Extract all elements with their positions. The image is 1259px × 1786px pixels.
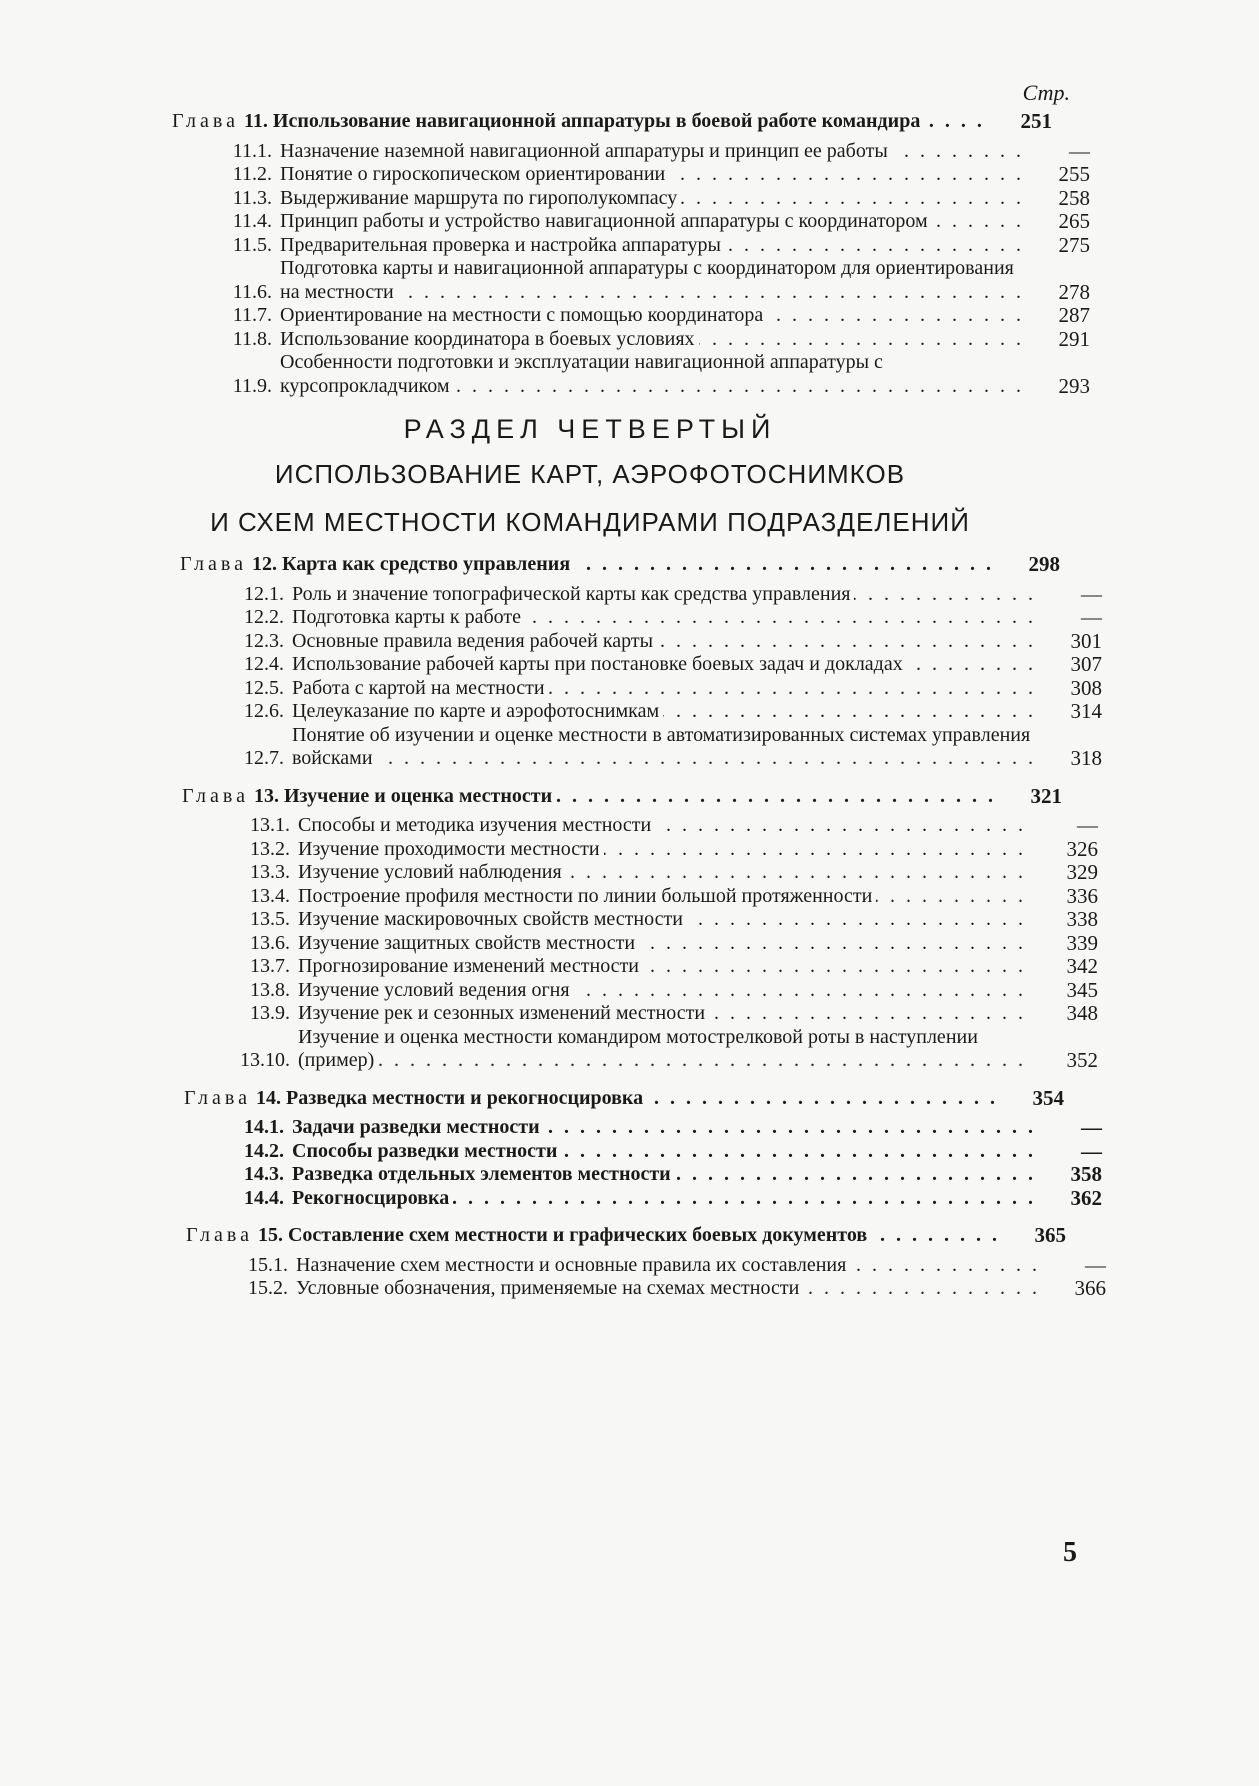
toc-item bbox=[0, 163, 1259, 187]
item-text: Рекогносцировка bbox=[292, 1187, 453, 1209]
toc-item bbox=[0, 210, 1259, 234]
toc-item bbox=[0, 187, 1259, 211]
item-number: 11.9. bbox=[232, 374, 272, 397]
chapter-page: 365 bbox=[1034, 1223, 1066, 1247]
chapter-12-block bbox=[0, 553, 1259, 771]
section-subtitle-line-1: ИСПОЛЬЗОВАНИЕ КАРТ, АЭРОФОТОСНИМКОВ bbox=[274, 459, 906, 489]
page-column-header: Стр. bbox=[1022, 80, 1070, 105]
chapter-11-heading bbox=[0, 110, 1259, 134]
toc-item bbox=[0, 885, 1259, 909]
item-page: 308 bbox=[1070, 675, 1102, 700]
item-page: 255 bbox=[1058, 162, 1090, 186]
item-text: Назначение схем местности и основные правила их составления bbox=[296, 1254, 850, 1276]
item-number: 12.1. bbox=[244, 582, 284, 605]
toc-item bbox=[0, 861, 1259, 885]
item-text: Целеуказание по карте и аэрофотоснимкам bbox=[292, 700, 663, 722]
item-page: 326 bbox=[1066, 836, 1098, 861]
item-number: 11.7. bbox=[232, 304, 272, 326]
item-page: 338 bbox=[1066, 907, 1098, 931]
chapter-number: 11. bbox=[243, 110, 268, 132]
item-page: 293 bbox=[1058, 373, 1090, 398]
item-text: Изучение условий наблюдения bbox=[298, 861, 566, 883]
item-number: 15.1. bbox=[248, 1253, 288, 1276]
item-page: 339 bbox=[1066, 930, 1098, 955]
item-text: Принцип работы и устройство навигационной аппаратуры с координатором bbox=[280, 210, 932, 232]
toc-item bbox=[0, 1026, 1259, 1073]
item-number: 11.4. bbox=[232, 210, 272, 232]
chapter-title: Использование навигационной аппаратуры в боевой работе командира bbox=[273, 110, 924, 132]
toc-item bbox=[0, 700, 1259, 724]
item-text: Изучение защитных свойств местности bbox=[298, 932, 639, 954]
item-text: Ориентирование на местности с помощью координатора bbox=[280, 304, 767, 326]
chapter-label: Глава bbox=[184, 1086, 251, 1109]
item-number: 14.1. bbox=[244, 1116, 284, 1138]
item-number: 12.2. bbox=[244, 606, 284, 628]
toc-item bbox=[0, 838, 1259, 862]
toc-item bbox=[0, 630, 1259, 654]
page-number: 5 bbox=[1063, 1537, 1077, 1568]
chapter-label: Глава bbox=[172, 110, 239, 132]
item-number: 14.4. bbox=[244, 1186, 284, 1209]
toc-item bbox=[0, 1140, 1259, 1164]
item-page: 307 bbox=[1070, 652, 1102, 676]
item-text: Способы и методика изучения местности bbox=[298, 814, 655, 836]
item-text: Использование рабочей карты при постановке боевых задач и докладах bbox=[292, 653, 907, 675]
toc-item bbox=[0, 351, 1259, 398]
toc-item bbox=[0, 979, 1259, 1003]
toc-item bbox=[0, 932, 1259, 956]
toc-item bbox=[0, 677, 1259, 701]
item-text: Прогнозирование изменений местности bbox=[298, 955, 643, 977]
item-text: Основные правила ведения рабочей карты bbox=[292, 630, 657, 652]
chapter-number: 14. bbox=[255, 1086, 281, 1109]
item-text: Понятие об изучении и оценке местности в автоматизированных системах управления войсками bbox=[292, 723, 1031, 769]
item-page: 265 bbox=[1058, 209, 1090, 233]
toc-item bbox=[0, 908, 1259, 932]
toc-item bbox=[0, 1187, 1259, 1211]
item-page: 358 bbox=[1070, 1162, 1102, 1186]
chapter-title: Составление схем местности и графических боевых документов bbox=[288, 1224, 871, 1246]
item-text: Построение профиля местности по линии большой протяженности bbox=[298, 885, 876, 907]
item-number: 13.6. bbox=[250, 931, 290, 954]
item-text: Работа с картой на местности bbox=[292, 677, 549, 699]
chapter-number: 13. bbox=[253, 784, 279, 807]
item-page: — bbox=[1081, 605, 1102, 629]
toc-item bbox=[0, 1116, 1259, 1140]
item-number: 11.5. bbox=[232, 233, 272, 256]
item-number: 15.2. bbox=[248, 1277, 288, 1299]
item-page: 287 bbox=[1058, 303, 1090, 327]
item-page: 352 bbox=[1066, 1048, 1098, 1072]
item-page: — bbox=[1081, 581, 1102, 606]
item-text: Предварительная проверка и настройка аппаратуры bbox=[280, 234, 725, 256]
item-page: 366 bbox=[1074, 1276, 1106, 1300]
chapter-page: 298 bbox=[1028, 552, 1060, 576]
chapter-13-block bbox=[0, 785, 1259, 1073]
chapter-title: Разведка местности и рекогносцировка bbox=[286, 1087, 647, 1109]
item-text: Особенности подготовки и эксплуатации навигационной аппаратуры с курсопрокладчиком bbox=[280, 351, 883, 397]
toc-item bbox=[0, 304, 1259, 328]
item-text: Подготовка карты и навигационной аппаратуры с координатором для ориентирования на местности bbox=[280, 257, 1014, 303]
item-page: 348 bbox=[1066, 1001, 1098, 1025]
item-page: 275 bbox=[1058, 232, 1090, 257]
chapter-13-items bbox=[0, 814, 1259, 1073]
item-number: 13.2. bbox=[250, 837, 290, 860]
toc-item bbox=[0, 955, 1259, 979]
chapter-13-heading bbox=[0, 785, 1259, 809]
chapter-12-heading bbox=[0, 553, 1259, 577]
item-number: 13.3. bbox=[250, 861, 290, 883]
section-subtitle-line-2: И СХЕМ МЕСТНОСТИ КОМАНДИРАМИ ПОДРАЗДЕЛЕНИЙ bbox=[210, 507, 970, 537]
item-page: 291 bbox=[1058, 326, 1090, 351]
item-page: — bbox=[1081, 1115, 1102, 1139]
item-text: Назначение наземной навигационной аппаратуры и принцип ее работы bbox=[280, 140, 892, 162]
item-page: 258 bbox=[1058, 185, 1090, 210]
toc-item bbox=[0, 606, 1259, 630]
toc-item bbox=[0, 583, 1259, 607]
item-page: 318 bbox=[1070, 746, 1102, 770]
chapter-14-items bbox=[0, 1116, 1259, 1210]
item-text: Изучение маскировочных свойств местности bbox=[298, 908, 687, 930]
item-page: 314 bbox=[1070, 699, 1102, 723]
item-page: — bbox=[1085, 1252, 1106, 1277]
chapter-page: 251 bbox=[1020, 109, 1052, 133]
chapter-title: Карта как средство управления bbox=[282, 553, 574, 575]
item-number: 11.1. bbox=[232, 139, 272, 162]
item-page: — bbox=[1081, 1138, 1102, 1163]
chapter-title: Изучение и оценка местности bbox=[284, 785, 556, 807]
item-number: 12.3. bbox=[244, 629, 284, 652]
item-number: 13.7. bbox=[250, 955, 290, 977]
item-text: Изучение условий ведения огня bbox=[298, 979, 574, 1001]
chapter-14-heading bbox=[0, 1087, 1259, 1111]
toc-item bbox=[0, 724, 1259, 771]
toc-item bbox=[0, 1163, 1259, 1187]
item-number: 12.4. bbox=[244, 653, 284, 675]
item-number: 13.4. bbox=[250, 884, 290, 907]
item-page: — bbox=[1077, 813, 1098, 837]
toc-item bbox=[0, 814, 1259, 838]
item-text: Задачи разведки местности bbox=[292, 1116, 544, 1138]
item-number: 11.3. bbox=[232, 186, 272, 209]
chapter-number: 15. bbox=[257, 1224, 283, 1246]
item-text: Выдерживание маршрута по гирополукомпасу bbox=[280, 187, 681, 209]
toc-item bbox=[0, 257, 1259, 304]
chapter-15-heading bbox=[0, 1224, 1259, 1248]
item-number: 11.8. bbox=[232, 327, 272, 350]
item-number: 12.5. bbox=[244, 676, 284, 699]
item-page: 336 bbox=[1066, 883, 1098, 908]
toc-item bbox=[0, 140, 1259, 164]
item-text: Условные обозначения, применяемые на схемах местности bbox=[296, 1277, 803, 1299]
chapter-15-block bbox=[0, 1224, 1259, 1301]
chapter-page: 321 bbox=[1030, 783, 1062, 808]
item-text: Роль и значение топографической карты как средства управления bbox=[292, 583, 854, 605]
item-number: 13.5. bbox=[250, 908, 290, 930]
item-page: 329 bbox=[1066, 860, 1098, 884]
item-text: Изучение проходимости местности bbox=[298, 838, 604, 860]
toc-item bbox=[0, 653, 1259, 677]
item-number: 11.2. bbox=[232, 163, 272, 185]
chapter-page: 354 bbox=[1032, 1085, 1064, 1110]
item-number: 13.9. bbox=[250, 1002, 290, 1024]
toc-item bbox=[0, 1254, 1259, 1278]
item-text: Способы разведки местности bbox=[292, 1140, 561, 1162]
chapter-label: Глава bbox=[182, 784, 249, 807]
item-page: 342 bbox=[1066, 954, 1098, 978]
item-number: 14.2. bbox=[244, 1139, 284, 1162]
item-text: Изучение и оценка местности командиром мотострелковой роты в наступлении (пример) bbox=[298, 1025, 978, 1071]
item-page: 345 bbox=[1066, 977, 1098, 1002]
item-text: Понятие о гироскопическом ориентировании bbox=[280, 163, 669, 185]
item-page: 301 bbox=[1070, 628, 1102, 653]
item-text: Разведка отдельных элементов местности bbox=[292, 1163, 675, 1185]
section-title: РАЗДЕЛ ЧЕТВЕРТЫЙ bbox=[403, 414, 777, 444]
item-number: 12.6. bbox=[244, 700, 284, 722]
chapter-14-block bbox=[0, 1087, 1259, 1211]
chapter-number: 12. bbox=[251, 553, 277, 575]
item-number: 12.7. bbox=[244, 747, 284, 769]
item-text: Использование координатора в боевых условиях bbox=[280, 328, 699, 350]
toc-item bbox=[0, 234, 1259, 258]
item-number: 13.8. bbox=[250, 978, 290, 1001]
item-page: — bbox=[1069, 138, 1090, 163]
item-number: 13.10. bbox=[240, 1049, 290, 1071]
item-page: 362 bbox=[1070, 1185, 1102, 1210]
item-number: 14.3. bbox=[244, 1163, 284, 1185]
item-text: Изучение рек и сезонных изменений местности bbox=[298, 1002, 709, 1024]
item-number: 11.6. bbox=[232, 280, 272, 303]
item-page: 278 bbox=[1058, 279, 1090, 304]
section-heading bbox=[0, 414, 1180, 539]
toc-item bbox=[0, 1002, 1259, 1026]
chapter-11-block bbox=[0, 110, 1259, 398]
chapter-15-items bbox=[0, 1254, 1259, 1301]
toc-item bbox=[0, 328, 1259, 352]
item-text: Подготовка карты к работе bbox=[292, 606, 525, 628]
toc-item bbox=[0, 1277, 1259, 1301]
table-of-contents bbox=[0, 110, 1259, 1315]
chapter-12-items bbox=[0, 583, 1259, 771]
item-number: 13.1. bbox=[250, 814, 290, 836]
chapter-11-items bbox=[0, 140, 1259, 399]
chapter-label: Глава bbox=[180, 553, 247, 575]
chapter-label: Глава bbox=[186, 1224, 253, 1246]
